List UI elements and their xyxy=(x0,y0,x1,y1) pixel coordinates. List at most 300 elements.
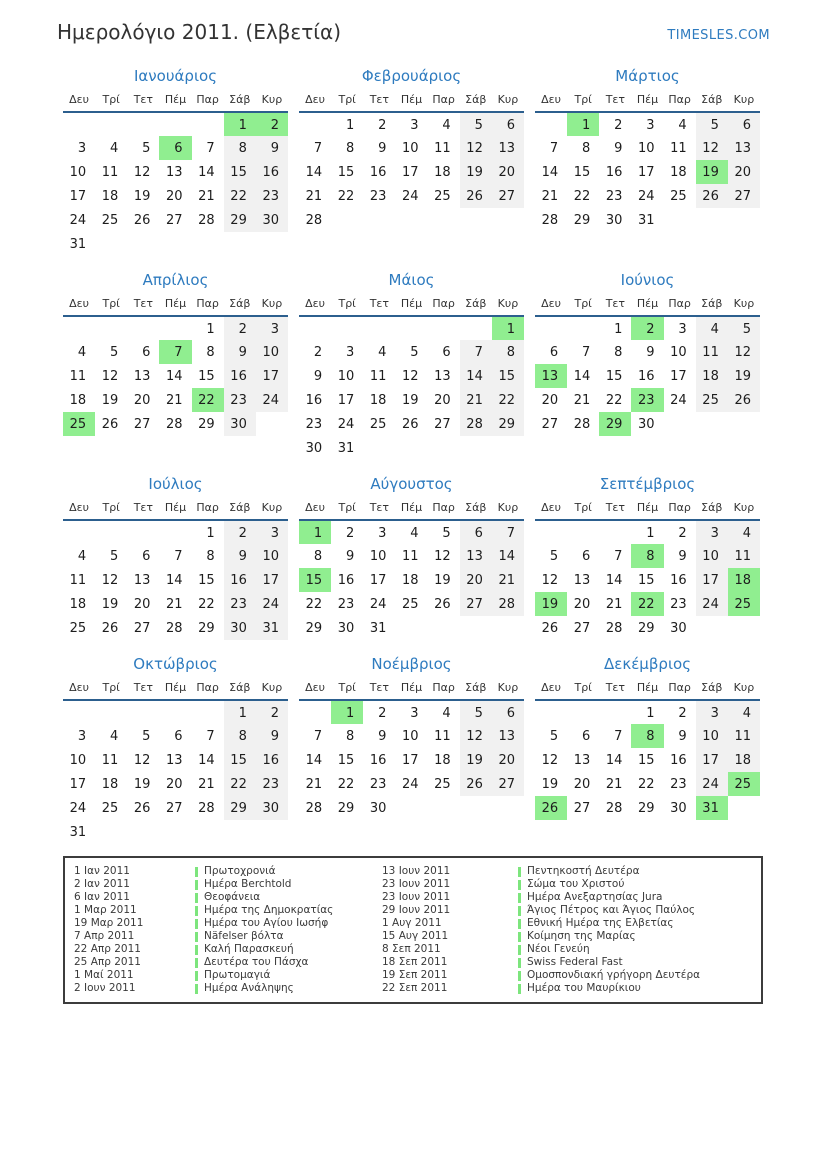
day-cell: 20 xyxy=(728,160,760,184)
weekday-header: Σάβ xyxy=(224,296,256,316)
empty-day-cell xyxy=(299,316,331,340)
day-cell: 13 xyxy=(573,752,591,768)
empty-day-cell xyxy=(127,232,159,256)
day-cell: 25 xyxy=(434,188,451,204)
weekday-header: Κυρ xyxy=(728,92,760,112)
day-cell: 5 xyxy=(142,728,151,744)
day-cell: 21 xyxy=(605,596,623,612)
day-cell: 11 xyxy=(728,724,760,748)
day-cell: 3 xyxy=(346,344,355,360)
day-cell: 6 xyxy=(159,136,191,160)
weekday-header: Τετ xyxy=(127,296,159,316)
day-cell: 26 xyxy=(101,416,119,432)
day-cell: 19 xyxy=(101,596,119,612)
empty-day-cell xyxy=(363,436,395,460)
legend-date: 22 Σεπ 2011 xyxy=(382,982,448,994)
day-cell: 17 xyxy=(696,568,728,592)
day-cell: 12 xyxy=(541,572,559,588)
legend-date: 2 Ιαν 2011 xyxy=(74,878,130,890)
empty-day-cell xyxy=(460,616,492,640)
day-cell: 20 xyxy=(133,392,151,408)
empty-day-cell xyxy=(63,316,95,340)
empty-day-cell xyxy=(63,700,95,724)
empty-day-cell xyxy=(428,436,460,460)
day-cell: 26 xyxy=(101,620,119,636)
empty-day-cell xyxy=(159,700,191,724)
day-cell: 16 xyxy=(256,160,288,184)
day-cell: 8 xyxy=(492,340,524,364)
weekday-header: Παρ xyxy=(192,92,224,112)
weekday-header: Τρί xyxy=(331,92,363,112)
day-cell: 17 xyxy=(337,392,355,408)
holiday-tick-icon xyxy=(518,945,521,955)
month-table xyxy=(535,296,760,436)
day-cell: 4 xyxy=(728,700,760,724)
day-cell: 9 xyxy=(378,140,387,156)
weekday-header: Σάβ xyxy=(224,500,256,520)
month-title: Μάιος xyxy=(388,271,435,289)
day-cell: 27 xyxy=(133,416,151,432)
day-cell: 23 xyxy=(256,184,288,208)
day-cell: 16 xyxy=(337,572,355,588)
weekday-header: Πέμ xyxy=(631,296,663,316)
weekday-header: Δευ xyxy=(299,680,331,700)
day-cell: 23 xyxy=(631,388,663,412)
month-calendar xyxy=(299,271,524,460)
day-cell: 21 xyxy=(166,596,183,612)
day-cell: 28 xyxy=(541,212,559,228)
empty-day-cell xyxy=(567,700,599,724)
day-cell: 28 xyxy=(166,620,183,636)
legend-holiday-name: Ημέρα του Μαυρίκιου xyxy=(527,982,641,994)
legend-holiday-name: Καλή Παρασκευή xyxy=(204,943,294,955)
day-cell: 10 xyxy=(670,344,687,360)
day-cell: 26 xyxy=(460,772,492,796)
day-cell: 30 xyxy=(224,412,256,436)
day-cell: 1 xyxy=(646,705,655,721)
day-cell: 31 xyxy=(638,212,655,228)
day-cell: 7 xyxy=(313,140,323,156)
day-cell: 19 xyxy=(460,160,492,184)
weekday-header: Σάβ xyxy=(696,500,728,520)
day-cell: 30 xyxy=(256,208,288,232)
day-cell: 18 xyxy=(69,392,87,408)
day-cell: 7 xyxy=(582,344,591,360)
empty-day-cell xyxy=(95,700,127,724)
day-cell: 15 xyxy=(605,368,623,384)
day-cell: 27 xyxy=(492,772,524,796)
legend-holiday xyxy=(518,943,755,956)
month-calendar xyxy=(63,655,288,844)
holiday-tick-icon xyxy=(195,945,198,955)
legend-holiday-name: Ημέρα της Δημοκρατίας xyxy=(204,904,334,916)
day-cell: 24 xyxy=(670,392,687,408)
month-title: Ιούλιος xyxy=(148,475,203,493)
empty-day-cell xyxy=(728,616,760,640)
day-cell: 5 xyxy=(110,344,119,360)
empty-day-cell xyxy=(127,520,159,544)
day-cell: 13 xyxy=(166,752,183,768)
legend-holiday-name: Σώμα του Χριστού xyxy=(527,878,625,890)
day-cell: 27 xyxy=(492,184,524,208)
day-cell: 29 xyxy=(198,416,215,432)
day-cell: 4 xyxy=(110,728,119,744)
legend-date: 13 Ιουν 2011 xyxy=(382,865,451,877)
day-cell: 29 xyxy=(224,796,256,820)
day-cell: 9 xyxy=(224,544,256,568)
day-cell: 6 xyxy=(492,700,524,724)
legend-holiday xyxy=(518,891,755,904)
day-cell: 3 xyxy=(696,700,728,724)
weekday-header: Τρί xyxy=(567,92,599,112)
weekday-header: Τετ xyxy=(599,92,631,112)
day-cell: 31 xyxy=(69,824,87,840)
day-cell: 29 xyxy=(198,620,215,636)
day-cell: 2 xyxy=(378,705,387,721)
day-cell: 10 xyxy=(369,548,387,564)
weekday-header: Δευ xyxy=(63,296,95,316)
day-cell: 12 xyxy=(133,164,151,180)
day-cell: 18 xyxy=(101,776,119,792)
empty-day-cell xyxy=(395,616,427,640)
day-cell: 27 xyxy=(573,620,591,636)
day-cell: 14 xyxy=(166,368,183,384)
weekday-header: Τρί xyxy=(567,296,599,316)
day-cell: 15 xyxy=(638,752,655,768)
day-cell: 27 xyxy=(728,184,760,208)
day-cell: 13 xyxy=(460,544,492,568)
day-cell: 8 xyxy=(224,724,256,748)
empty-day-cell xyxy=(159,112,191,136)
weekday-header: Παρ xyxy=(428,500,460,520)
day-cell: 19 xyxy=(101,392,119,408)
day-cell: 27 xyxy=(460,592,492,616)
weekday-header: Τετ xyxy=(363,680,395,700)
day-cell: 18 xyxy=(670,164,687,180)
month-title: Ιούνιος xyxy=(620,271,675,289)
day-cell: 24 xyxy=(256,388,288,412)
day-cell: 26 xyxy=(133,212,151,228)
day-cell: 17 xyxy=(402,752,419,768)
empty-day-cell xyxy=(159,232,191,256)
day-cell: 12 xyxy=(696,136,728,160)
day-cell: 21 xyxy=(198,776,215,792)
day-cell: 29 xyxy=(638,800,655,816)
empty-day-cell xyxy=(460,436,492,460)
day-cell: 10 xyxy=(256,544,288,568)
day-cell: 4 xyxy=(378,344,387,360)
day-cell: 2 xyxy=(224,316,256,340)
day-cell: 12 xyxy=(101,572,119,588)
day-cell: 19 xyxy=(133,776,151,792)
day-cell: 8 xyxy=(224,136,256,160)
day-cell: 21 xyxy=(541,188,559,204)
day-cell: 9 xyxy=(678,548,687,564)
legend-holiday-name: Näfelser βόλτα xyxy=(204,930,284,942)
month-table xyxy=(63,296,288,436)
weekday-header: Σάβ xyxy=(460,680,492,700)
legend-holiday xyxy=(518,878,755,891)
day-cell: 23 xyxy=(337,596,355,612)
day-cell: 21 xyxy=(166,392,183,408)
empty-day-cell xyxy=(428,316,460,340)
day-cell: 16 xyxy=(670,752,687,768)
weekday-header: Τρί xyxy=(95,296,127,316)
empty-day-cell xyxy=(256,820,288,844)
weekday-header: Κυρ xyxy=(256,680,288,700)
day-cell: 15 xyxy=(299,568,331,592)
day-cell: 20 xyxy=(492,748,524,772)
day-cell: 27 xyxy=(133,620,151,636)
day-cell: 26 xyxy=(535,796,567,820)
weekday-header: Κυρ xyxy=(256,296,288,316)
empty-day-cell xyxy=(95,316,127,340)
day-cell: 28 xyxy=(305,800,323,816)
empty-day-cell xyxy=(192,232,224,256)
month-title: Νοέμβριος xyxy=(371,655,452,673)
legend-holiday-name: Εθνική Ημέρα της Ελβετίας xyxy=(527,917,674,929)
day-cell: 15 xyxy=(198,368,215,384)
day-cell: 14 xyxy=(460,364,492,388)
day-cell: 31 xyxy=(696,796,728,820)
empty-day-cell xyxy=(331,208,363,232)
day-cell: 16 xyxy=(224,568,256,592)
month-title: Δεκέμβριος xyxy=(603,655,691,673)
empty-day-cell xyxy=(127,700,159,724)
weekday-header: Παρ xyxy=(428,680,460,700)
day-cell: 3 xyxy=(77,728,87,744)
day-cell: 17 xyxy=(696,748,728,772)
empty-day-cell xyxy=(127,112,159,136)
empty-day-cell xyxy=(696,616,728,640)
weekday-header: Κυρ xyxy=(728,500,760,520)
day-cell: 26 xyxy=(728,388,760,412)
empty-day-cell xyxy=(728,208,760,232)
day-cell: 29 xyxy=(492,412,524,436)
weekday-header: Δευ xyxy=(535,500,567,520)
weekday-header: Σάβ xyxy=(460,500,492,520)
day-cell: 12 xyxy=(460,724,492,748)
day-cell: 14 xyxy=(541,164,559,180)
legend-holiday xyxy=(518,917,755,930)
empty-day-cell xyxy=(159,820,191,844)
day-cell: 11 xyxy=(101,752,119,768)
day-cell: 9 xyxy=(256,136,288,160)
day-cell: 11 xyxy=(69,572,87,588)
empty-day-cell xyxy=(492,208,524,232)
legend-date: 15 Αυγ 2011 xyxy=(382,930,449,942)
month-calendar xyxy=(299,475,524,640)
day-cell: 28 xyxy=(166,416,183,432)
day-cell: 1 xyxy=(206,321,215,337)
weekday-header: Τετ xyxy=(363,296,395,316)
day-cell: 12 xyxy=(541,752,559,768)
day-cell: 13 xyxy=(133,572,151,588)
empty-day-cell xyxy=(395,796,427,820)
day-cell: 21 xyxy=(305,776,323,792)
holiday-tick-icon xyxy=(518,971,521,981)
day-cell: 13 xyxy=(434,368,451,384)
weekday-header: Παρ xyxy=(428,296,460,316)
day-cell: 20 xyxy=(541,392,559,408)
month-table xyxy=(535,92,760,232)
day-cell: 17 xyxy=(369,572,387,588)
day-cell: 14 xyxy=(198,752,215,768)
day-cell: 7 xyxy=(313,728,323,744)
legend-holiday-name: Πρωτομαγιά xyxy=(204,969,271,981)
day-cell: 17 xyxy=(256,364,288,388)
holiday-tick-icon xyxy=(518,906,521,916)
weekday-header: Παρ xyxy=(664,500,696,520)
day-cell: 13 xyxy=(166,164,183,180)
day-cell: 30 xyxy=(605,212,623,228)
legend-date: 1 Αυγ 2011 xyxy=(382,917,442,929)
day-cell: 19 xyxy=(728,364,760,388)
month-table xyxy=(63,92,288,256)
day-cell: 30 xyxy=(369,800,387,816)
holiday-legend xyxy=(63,856,763,1004)
weekday-header: Πέμ xyxy=(631,500,663,520)
day-cell: 6 xyxy=(492,112,524,136)
day-cell: 26 xyxy=(541,620,559,636)
weekday-header: Κυρ xyxy=(492,296,524,316)
weekday-header: Δευ xyxy=(535,680,567,700)
month-table xyxy=(535,680,760,820)
weekday-header: Τρί xyxy=(95,680,127,700)
day-cell: 12 xyxy=(460,136,492,160)
day-cell: 29 xyxy=(573,212,591,228)
weekday-header: Τρί xyxy=(95,92,127,112)
weekday-header: Κυρ xyxy=(728,296,760,316)
day-cell: 7 xyxy=(614,728,623,744)
weekday-header: Σάβ xyxy=(224,680,256,700)
day-cell: 21 xyxy=(573,392,591,408)
day-cell: 7 xyxy=(549,140,559,156)
day-cell: 29 xyxy=(337,800,355,816)
day-cell: 31 xyxy=(337,440,355,456)
legend-holiday xyxy=(195,956,382,969)
day-cell: 5 xyxy=(142,140,151,156)
day-cell: 8 xyxy=(313,548,323,564)
weekday-header: Τρί xyxy=(331,500,363,520)
day-cell: 20 xyxy=(492,160,524,184)
day-cell: 11 xyxy=(69,368,87,384)
empty-day-cell xyxy=(492,796,524,820)
legend-holiday xyxy=(195,878,382,891)
empty-day-cell xyxy=(428,796,460,820)
empty-day-cell xyxy=(664,208,696,232)
day-cell: 24 xyxy=(337,416,355,432)
day-cell: 18 xyxy=(402,572,419,588)
month-title: Αύγουστος xyxy=(370,475,453,493)
day-cell: 6 xyxy=(460,520,492,544)
legend-holiday-name: Πρωτοχρονιά xyxy=(204,865,276,877)
day-cell: 20 xyxy=(166,188,183,204)
day-cell: 3 xyxy=(256,316,288,340)
day-cell: 27 xyxy=(434,416,451,432)
legend-holiday-name: Δευτέρα του Πάσχα xyxy=(204,956,309,968)
empty-day-cell xyxy=(256,412,288,436)
legend-date: 23 Ιουν 2011 xyxy=(382,891,451,903)
day-cell: 16 xyxy=(605,164,623,180)
day-cell: 30 xyxy=(337,620,355,636)
day-cell: 23 xyxy=(369,188,387,204)
day-cell: 1 xyxy=(224,700,256,724)
day-cell: 3 xyxy=(410,117,419,133)
weekday-header: Δευ xyxy=(63,680,95,700)
day-cell: 29 xyxy=(305,620,323,636)
holiday-tick-icon xyxy=(195,971,198,981)
empty-day-cell xyxy=(95,520,127,544)
day-cell: 13 xyxy=(492,136,524,160)
legend-holiday xyxy=(195,904,382,917)
empty-day-cell xyxy=(363,316,395,340)
empty-day-cell xyxy=(63,520,95,544)
day-cell: 21 xyxy=(305,188,323,204)
day-cell: 16 xyxy=(638,368,655,384)
empty-day-cell xyxy=(299,700,331,724)
day-cell: 4 xyxy=(77,548,87,564)
day-cell: 12 xyxy=(402,368,419,384)
legend-holiday xyxy=(518,930,755,943)
empty-day-cell xyxy=(224,820,256,844)
day-cell: 11 xyxy=(402,548,419,564)
month-title: Φεβρουάριος xyxy=(361,67,462,85)
month-table xyxy=(299,680,524,820)
day-cell: 6 xyxy=(142,344,151,360)
day-cell: 31 xyxy=(256,616,288,640)
day-cell: 22 xyxy=(492,388,524,412)
legend-holiday xyxy=(195,982,382,995)
day-cell: 9 xyxy=(378,728,387,744)
day-cell: 9 xyxy=(256,724,288,748)
day-cell: 28 xyxy=(573,416,591,432)
day-cell: 25 xyxy=(728,592,760,616)
day-cell: 30 xyxy=(224,616,256,640)
day-cell: 20 xyxy=(460,568,492,592)
empty-day-cell xyxy=(395,316,427,340)
day-cell: 23 xyxy=(224,592,256,616)
weekday-header: Κυρ xyxy=(728,680,760,700)
day-cell: 26 xyxy=(434,596,451,612)
legend-holiday xyxy=(518,904,755,917)
empty-day-cell xyxy=(95,232,127,256)
day-cell: 13 xyxy=(133,368,151,384)
weekday-header: Δευ xyxy=(299,92,331,112)
month-calendar xyxy=(63,67,288,256)
legend-holiday-name: Ημέρα Ανάληψης xyxy=(204,982,294,994)
day-cell: 2 xyxy=(256,112,288,136)
day-cell: 22 xyxy=(638,776,655,792)
weekday-header: Τρί xyxy=(331,680,363,700)
legend-date: 25 Απρ 2011 xyxy=(74,956,141,968)
day-cell: 18 xyxy=(369,392,387,408)
weekday-header: Σάβ xyxy=(460,92,492,112)
day-cell: 22 xyxy=(337,188,355,204)
legend-holiday-name: Νέοι Γενεύη xyxy=(527,943,590,955)
day-cell: 6 xyxy=(728,112,760,136)
day-cell: 4 xyxy=(728,520,760,544)
day-cell: 10 xyxy=(696,724,728,748)
day-cell: 23 xyxy=(670,596,687,612)
site-link[interactable]: TIMESLES.COM xyxy=(667,28,770,43)
day-cell: 23 xyxy=(670,776,687,792)
holiday-tick-icon xyxy=(518,880,521,890)
day-cell: 20 xyxy=(434,392,451,408)
day-cell: 5 xyxy=(549,548,559,564)
weekday-header: Δευ xyxy=(535,92,567,112)
day-cell: 1 xyxy=(331,700,363,724)
